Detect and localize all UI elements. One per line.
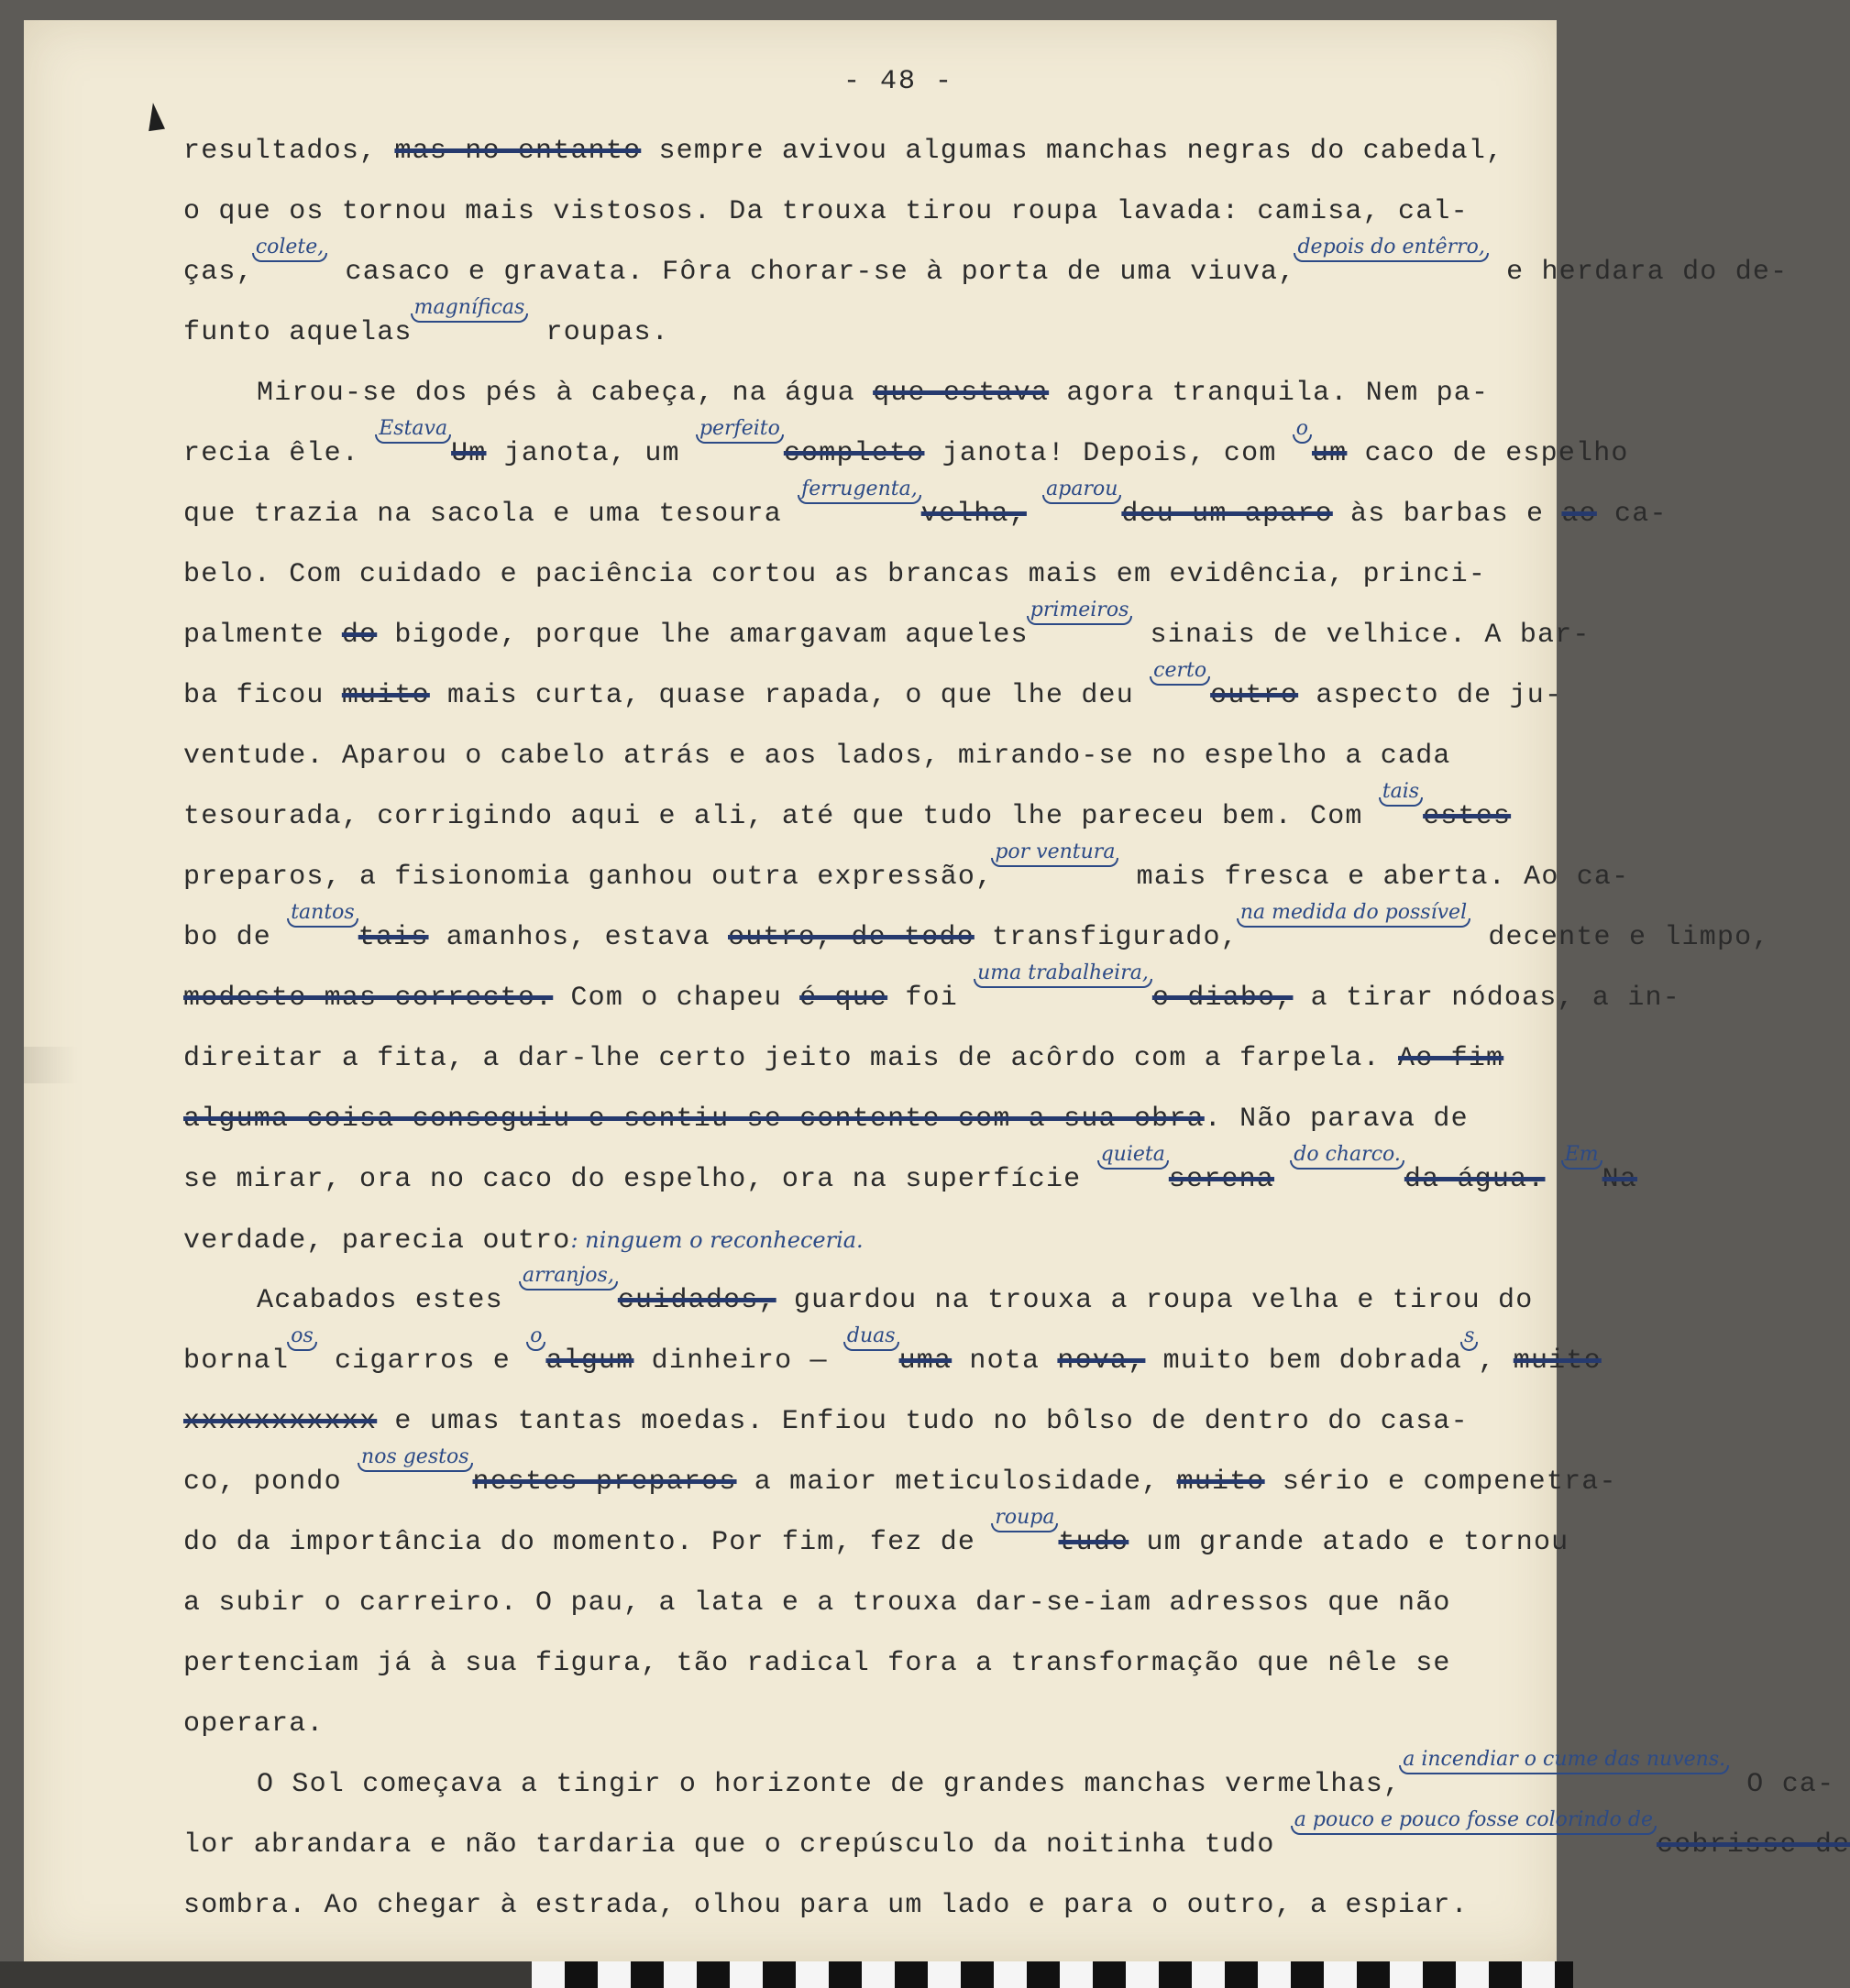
typed-text: co, pondo [183,1466,360,1498]
struck-text: Na [1602,1164,1638,1195]
text-line [183,1028,1540,1089]
handwritten-insertion: certo [1153,659,1207,682]
typed-text: amanhos, estava [428,922,728,953]
scan-background [0,1961,532,1988]
page-number: - 48 - [843,66,954,97]
handwritten-insertion: quieta [1100,1143,1165,1166]
handwritten-insertion: a incendiar o cume das nuvens. [1403,1748,1726,1771]
color-calibration-scale [532,1961,1573,1988]
typed-text: , [1478,1345,1514,1377]
text-line [183,726,1540,786]
struck-text: nova, [1057,1345,1146,1377]
text-line [183,1506,1569,1573]
text-line [183,1391,1540,1452]
handwritten-insertion: os [291,1324,314,1347]
handwritten-insertion: magníficas [413,296,525,319]
handwritten-insertion: o [530,1324,543,1347]
typed-text: O ca- [1729,1769,1835,1800]
handwritten-insertion: ferrugenta, [801,478,918,500]
typed-text: sombra. Ao chegar à estrada, olhou para um lado e para o outro, a espiar. [183,1890,1469,1921]
text-line [183,478,1668,544]
typed-text: agora tranquila. Nem pa- [1049,378,1490,409]
typed-text: direitar a fita, a dar-lhe certo jeito mais de acôrdo com a farpela. [183,1043,1399,1074]
text-line [183,1633,1540,1694]
handwritten-insertion: tais [1382,780,1420,803]
typed-text: bornal [183,1345,290,1377]
text-line [183,659,1563,726]
struck-text: cuidados, [617,1285,776,1316]
typed-text: um grande atado e tornou [1129,1527,1569,1558]
typed-text: Com o chapeu [553,983,800,1014]
typed-text: o que os tornou mais vistosos. Da trouxa tirou roupa lavada: camisa, cal- [183,196,1469,227]
typed-text: foi [887,983,976,1014]
struck-text: um [1311,438,1348,469]
typed-text: Acabados estes [257,1285,522,1316]
text-line [183,1143,1638,1210]
struck-text: do [341,620,378,651]
typed-text: ças, [183,257,254,288]
typed-text: bigode, porque lhe amargavam aqueles [377,620,1029,651]
typed-text: do da importância do momento. Por fim, fez de [183,1527,994,1558]
typed-text: a tirar nódoas, a in- [1293,983,1680,1014]
struck-text: ao [1561,499,1597,530]
handwritten-insertion: na medida do possível [1239,901,1468,924]
text-line [183,780,1540,847]
handwritten-insertion: depois do entêrro, [1297,236,1485,258]
typed-text: palmente [183,620,342,651]
typed-text: preparos, a fisionomia ganhou outra expressão, [183,862,994,893]
text-line [183,1264,1540,1331]
handwritten-insertion: aparou [1046,478,1118,500]
struck-text: que estava [873,378,1050,409]
struck-text: outro, de todo [728,922,975,953]
typed-text: ba ficou [183,680,342,711]
text-line [183,417,1629,484]
typed-text [1027,499,1044,530]
struck-text: muito [341,680,430,711]
struck-text: modesto mas correcto. [183,983,554,1014]
typed-text: operara. [183,1708,325,1740]
struck-text: deu um aparo [1121,499,1333,530]
struck-text: muito [1513,1345,1602,1377]
struck-text: da água. [1404,1164,1546,1195]
typed-text: a subir o carreiro. O pau, a lata e a trouxa dar-se-iam adressos que não [183,1587,1451,1619]
struck-text: cobrisse de [1657,1829,1850,1861]
typed-text: e herdara do de- [1488,257,1789,288]
text-line [183,1748,1835,1815]
typed-text: às barbas e [1332,499,1562,530]
struck-text: algum [545,1345,634,1377]
struck-text: é que [799,983,888,1014]
typed-text: muito bem dobrada [1145,1345,1463,1377]
struck-text: completo [783,438,925,469]
typed-text: dinheiro — [633,1345,845,1377]
text-line [183,121,1540,181]
typed-text: Mirou-se dos pés à cabeça, na água [257,378,874,409]
typed-text: sempre avivou algumas manchas negras do cabedal, [641,136,1504,167]
typed-text [1274,1164,1292,1195]
typed-text: recia êle. [183,438,378,469]
struck-text: Um [451,438,487,469]
typed-text: funto aquelas [183,317,413,348]
struck-text: mas no entanto [394,136,642,167]
typed-text: decente e limpo, [1470,922,1770,953]
typed-text: cigarros e [316,1345,529,1377]
handwritten-insertion: a pouco e pouco fosse colorindo de [1294,1808,1654,1831]
struck-text: muito [1176,1466,1265,1498]
text-line [183,1573,1540,1633]
text-line [183,296,1540,363]
handwritten-insertion: Em [1564,1143,1599,1166]
struck-text: outro [1210,680,1299,711]
handwritten-insertion: primeiros [1030,599,1129,621]
manuscript-body [183,121,1850,1936]
text-line [183,1694,1540,1754]
struck-text: estes [1423,801,1512,832]
handwritten-insertion: arranjos, [523,1264,614,1287]
text-line [183,1875,1540,1936]
text-line [183,1089,1540,1149]
text-line [183,599,1591,665]
typed-text: aspecto de ju- [1298,680,1563,711]
handwritten-insertion: o [1295,417,1308,440]
typed-text: . Não parava de [1204,1104,1469,1135]
typed-text: transfigurado, [974,922,1239,953]
typed-text: janota! Depois, com [924,438,1294,469]
typed-text [1546,1164,1563,1195]
typed-text: O Sol começava a tingir o horizonte de grandes manchas vermelhas, [257,1769,1402,1800]
typed-text: bo de [183,922,290,953]
typed-text: nota [952,1345,1058,1377]
handwritten-insertion: duas [846,1324,896,1347]
text-line [183,363,1540,423]
handwritten-addition: : ninguem o reconheceria. [570,1227,864,1253]
handwritten-insertion: do charco. [1294,1143,1401,1166]
handwritten-insertion: tantos [291,901,355,924]
typed-text: tesourada, corrigindo aqui e ali, até que tudo lhe pareceu bem. Com [183,801,1381,832]
struck-text: xxxxxxxxxxx [183,1406,378,1437]
typed-text: sério e compenetra- [1264,1466,1617,1498]
struck-text: nestes preparos [472,1466,737,1498]
typed-text: verdade, parecia outro [183,1225,571,1257]
text-line [183,1808,1850,1875]
paper-fold-shadow [24,1047,79,1083]
typed-text: a maior meticulosidade, [736,1466,1177,1498]
typed-text: casaco e gravata. Fôra chorar-se à porta de uma viuva, [327,257,1296,288]
text-line [183,901,1770,968]
struck-text: serena [1168,1164,1275,1195]
handwritten-insertion: perfeito [699,417,780,440]
typed-text: roupas. [528,317,669,348]
handwritten-insertion: colete, [255,236,325,258]
handwritten-insertion: Estava [379,417,448,440]
typed-text: ventude. Aparou o cabelo atrás e aos lados, mirando-se no espelho a cada [183,741,1451,772]
typed-text: lor abrandara e não tardaria que o crepúsculo da noitinha tudo [183,1829,1293,1861]
typed-text: caco de espelho [1347,438,1629,469]
handwritten-insertion: nos gestos [361,1445,469,1468]
text-line [183,1445,1617,1512]
struck-text: velha, [920,499,1027,530]
struck-text: o diabo, [1151,983,1294,1014]
typed-text: sinais de velhice. A bar- [1132,620,1591,651]
typed-text: se mirar, ora no caco do espelho, ora na superfície [183,1164,1099,1195]
struck-text: tudo [1058,1527,1129,1558]
text-line [183,181,1540,242]
typed-text: ca- [1596,499,1668,530]
typed-text: resultados, [183,136,395,167]
typed-text: pertenciam já à sua figura, tão radical fora a transformação que nêle se [183,1648,1451,1679]
typed-text: mais fresca e aberta. Ao ca- [1118,862,1630,893]
text-line [183,236,1789,302]
handwritten-insertion: uma trabalheira, [977,961,1149,984]
text-line [183,1324,1602,1391]
handwritten-insertion: roupa [995,1506,1055,1529]
struck-text: tais [358,922,429,953]
text-line [183,961,1680,1028]
typed-text: mais curta, quase rapada, o que lhe deu [429,680,1152,711]
typed-text: belo. Com cuidado e paciência cortou as brancas mais em evidência, princi- [183,559,1487,590]
struck-text: Ao fim [1398,1043,1504,1074]
handwritten-insertion: s [1464,1324,1475,1347]
struck-text: uma [898,1345,953,1377]
struck-text: alguma coisa conseguiu e sentiu-se contente com a sua obra [183,1104,1205,1135]
typed-text: que trazia na sacola e uma tesoura [183,499,800,530]
typed-text: guardou na trouxa a roupa velha e tirou do [776,1285,1534,1316]
text-line [183,544,1540,605]
typed-text: janota, um [486,438,698,469]
typed-text: e umas tantas moedas. Enfiou tudo no bôlso de dentro do casa- [377,1406,1469,1437]
handwritten-insertion: por ventura [995,840,1116,863]
text-line [183,1210,1540,1270]
text-line [183,840,1630,907]
